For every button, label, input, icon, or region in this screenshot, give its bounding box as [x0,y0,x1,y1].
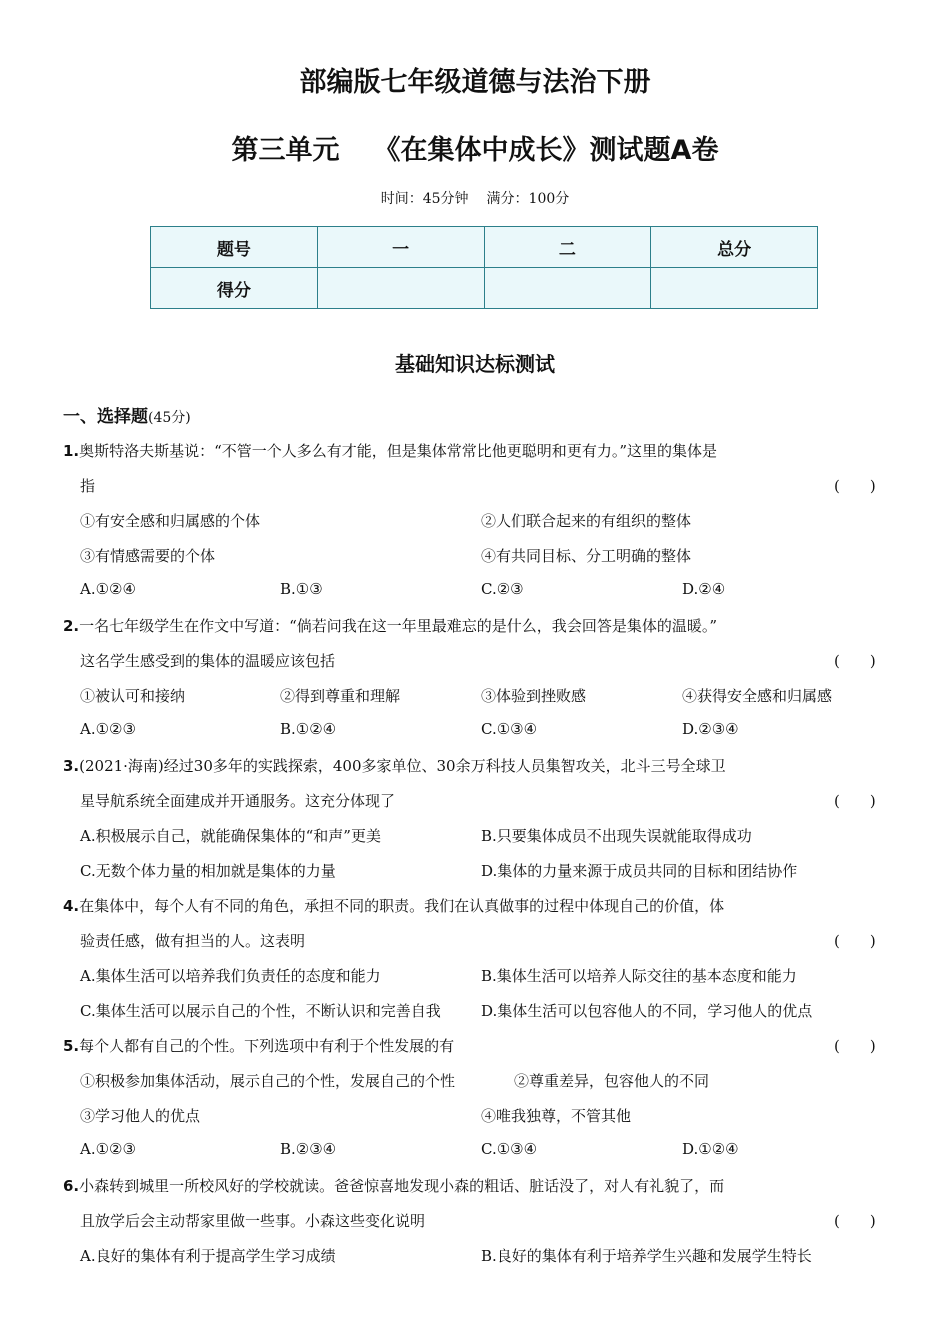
score-header-cell: 一 [317,227,484,268]
choice[interactable]: C.①③④ [481,1140,538,1158]
option: ④有共同目标、分工明确的整体 [481,547,692,565]
option: ④唯我独尊，不管其他 [481,1107,632,1125]
question-line: 这名学生感受到的集体的温暖应该包括 [80,652,336,670]
option: ①有安全感和归属感的个体 [80,512,261,530]
option: ③学习他人的优点 [80,1107,201,1125]
score-table [150,226,818,309]
score-header-cell: 题号 [151,227,318,268]
choice[interactable]: D.②④ [682,580,726,598]
choice[interactable]: B.良好的集体有利于培养学生兴趣和发展学生特长 [481,1247,812,1265]
answer-blank[interactable]: ( ) [834,1037,876,1055]
score-header-cell: 总分 [651,227,818,268]
score-header-cell: 二 [484,227,651,268]
option: ②人们联合起来的有组织的整体 [481,512,692,530]
choice[interactable]: C.集体生活可以展示自己的个性，不断认识和完善自我 [80,1002,441,1020]
question-line: 且放学后会主动帮家里做一些事。小森这些变化说明 [80,1212,426,1230]
option: ③体验到挫败感 [481,687,587,705]
choice[interactable]: B.②③④ [280,1140,337,1158]
choice[interactable]: D.①②④ [682,1140,739,1158]
choice[interactable]: A.①②④ [80,580,136,598]
question-line: 3.(2021·海南)经过30多年的实践探索，400多家单位、30余万科技人员集智攻关，北斗三号全球卫 [63,757,726,775]
choice[interactable]: D.集体生活可以包容他人的不同，学习他人的优点 [481,1002,813,1020]
page-subtitle [0,128,950,167]
question-line: 验责任感，做有担当的人。这表明 [80,932,306,950]
choice[interactable]: A.集体生活可以培养我们负责任的态度和能力 [80,967,381,985]
question-number: 5. [63,1037,80,1055]
answer-blank[interactable]: ( ) [834,792,876,810]
subtitle-name: 《在集体中成长》测试题A卷 [373,135,719,166]
choice[interactable]: A.良好的集体有利于提高学生学习成绩 [80,1247,336,1265]
question-line: 1.奥斯特洛夫斯基说：“不管一个人多么有才能，但是集体常常比他更聪明和更有力。”这里的集体是 [63,442,717,460]
answer-blank[interactable]: ( ) [834,1212,876,1230]
subtitle-unit: 第三单元 [231,135,340,166]
choice[interactable]: A.积极展示自己，就能确保集体的“和声”更美 [80,827,381,845]
choice[interactable]: C.②③ [481,580,524,598]
question-number: 1. [63,442,80,460]
choice[interactable]: C.无数个体力量的相加就是集体的力量 [80,862,336,880]
choice[interactable]: D.②③④ [682,720,739,738]
choice[interactable]: B.①③ [280,580,323,598]
score-cell[interactable] [651,268,818,309]
exam-full-score: 满分：100分 [486,191,570,207]
choice[interactable]: B.只要集体成员不出现失误就能取得成功 [481,827,752,845]
answer-blank[interactable]: ( ) [834,477,876,495]
choice[interactable]: B.①②④ [280,720,337,738]
option: ④获得安全感和归属感 [682,687,833,705]
choice[interactable]: B.集体生活可以培养人际交往的基本态度和能力 [481,967,797,985]
option: ①被认可和接纳 [80,687,186,705]
part-points: (45分) [148,410,191,426]
page-title: 部编版七年级道德与法治下册 [299,67,651,98]
section-title: 基础知识达标测试 [395,352,555,376]
part-label: 一、选择题 [63,407,148,427]
question-line: 2.一名七年级学生在作文中写道：“倘若问我在这一年里最难忘的是什么，我会回答是集体的温暖。” [63,617,717,635]
score-cell[interactable] [484,268,651,309]
part-heading [63,402,191,427]
question-line: 6.小森转到城里一所校风好的学校就读。爸爸惊喜地发现小森的粗话、脏话没了，对人有礼貌了，而 [63,1177,725,1195]
question-line: 4.在集体中，每个人有不同的角色，承担不同的职责。我们在认真做事的过程中体现自己的价值，体 [63,897,725,915]
option: ①积极参加集体活动，展示自己的个性，发展自己的个性 [80,1072,456,1090]
choice[interactable]: A.①②③ [80,720,136,738]
answer-blank[interactable]: ( ) [834,932,876,950]
choice[interactable]: A.①②③ [80,1140,136,1158]
option: ②尊重差异，包容他人的不同 [514,1072,710,1090]
question-number: 6. [63,1177,80,1195]
score-cell[interactable] [317,268,484,309]
choice[interactable]: C.①③④ [481,720,538,738]
question-number: 3. [63,757,80,775]
option: ②得到尊重和理解 [280,687,401,705]
answer-blank[interactable]: ( ) [834,652,876,670]
option: ③有情感需要的个体 [80,547,216,565]
choice[interactable]: D.集体的力量来源于成员共同的目标和团结协作 [481,862,798,880]
question-number: 2. [63,617,80,635]
question-line: 星导航系统全面建成并开通服务。这充分体现了 [80,792,396,810]
question-line: 5.每个人都有自己的个性。下列选项中有利于个性发展的有 [63,1037,455,1055]
question-line: 指 [80,477,96,495]
score-row-label: 得分 [151,268,318,309]
question-number: 4. [63,897,80,915]
exam-time: 时间：45分钟 [380,191,469,207]
exam-meta [0,188,950,208]
